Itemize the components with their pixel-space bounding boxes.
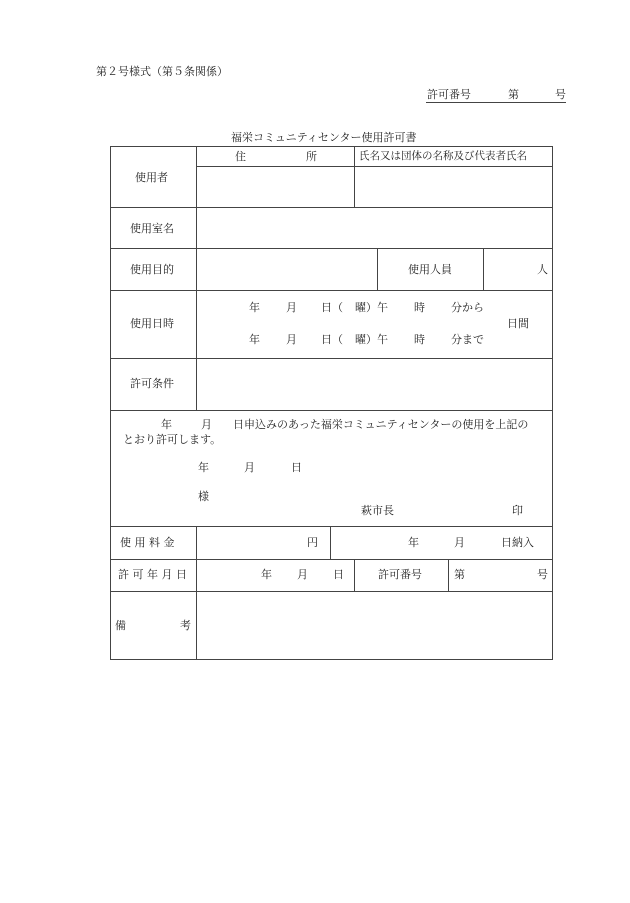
statement-tsuki: 月 [201,418,212,431]
statement-line-2: とおり許可します。 [123,433,222,446]
permit-number-dai: 第 [508,88,519,101]
header-underline [426,102,566,103]
statement-line-1: 日申込みのあった福栄コミュニティセンターの使用を上記の [233,418,529,431]
permit-dai: 第 [454,568,465,581]
permit-number-cell-label: 許可番号 [378,568,422,581]
mayor-label: 萩市長 [361,504,394,517]
people-unit: 人 [537,263,548,276]
addressee-sama: 様 [198,490,209,503]
remarks-label-1: 備 [115,619,126,632]
date-nen: 年 [198,461,209,474]
days-label: 日間 [507,317,529,330]
permit-number-label: 許可番号 [427,88,471,101]
yen-unit: 円 [307,536,318,549]
form-number: 第２号様式（第５条関係） [96,65,228,78]
paid-tsuki: 月 [454,536,465,549]
name-field[interactable] [355,167,552,207]
date-hi: 日 [291,461,302,474]
user-label: 使用者 [135,171,168,184]
people-label: 使用人員 [408,263,452,276]
remarks-field[interactable] [197,592,552,659]
statement-nen: 年 [161,418,172,431]
conditions-field[interactable] [197,359,552,410]
address-field[interactable] [197,167,354,207]
page-title: 福栄コミュニティセンター使用許可書 [231,131,417,144]
datetime-label: 使用日時 [130,317,174,330]
name-label: 氏名又は団体の名称及び代表者氏名 [359,150,527,162]
address-label-1: 住 [235,150,246,163]
seal-mark: 印 [512,504,523,517]
permit-date-tsuki: 月 [297,568,308,581]
paid-suffix: 日納入 [501,536,534,549]
permit-number-go: 号 [555,88,566,101]
permit-go: 号 [537,568,548,581]
permit-date-nen: 年 [261,568,272,581]
permit-date-label: 許 可 年 月 日 [118,568,187,581]
room-field[interactable] [197,208,552,248]
fee-label: 使 用 料 金 [120,536,175,549]
remarks-label-2: 考 [180,619,191,632]
paid-nen: 年 [408,536,419,549]
purpose-field[interactable] [197,249,377,290]
date-tsuki: 月 [244,461,255,474]
address-label-2: 所 [306,150,317,163]
conditions-label: 許可条件 [130,377,174,390]
room-label: 使用室名 [130,222,174,235]
purpose-label: 使用目的 [130,263,174,276]
permit-date-hi: 日 [333,568,344,581]
